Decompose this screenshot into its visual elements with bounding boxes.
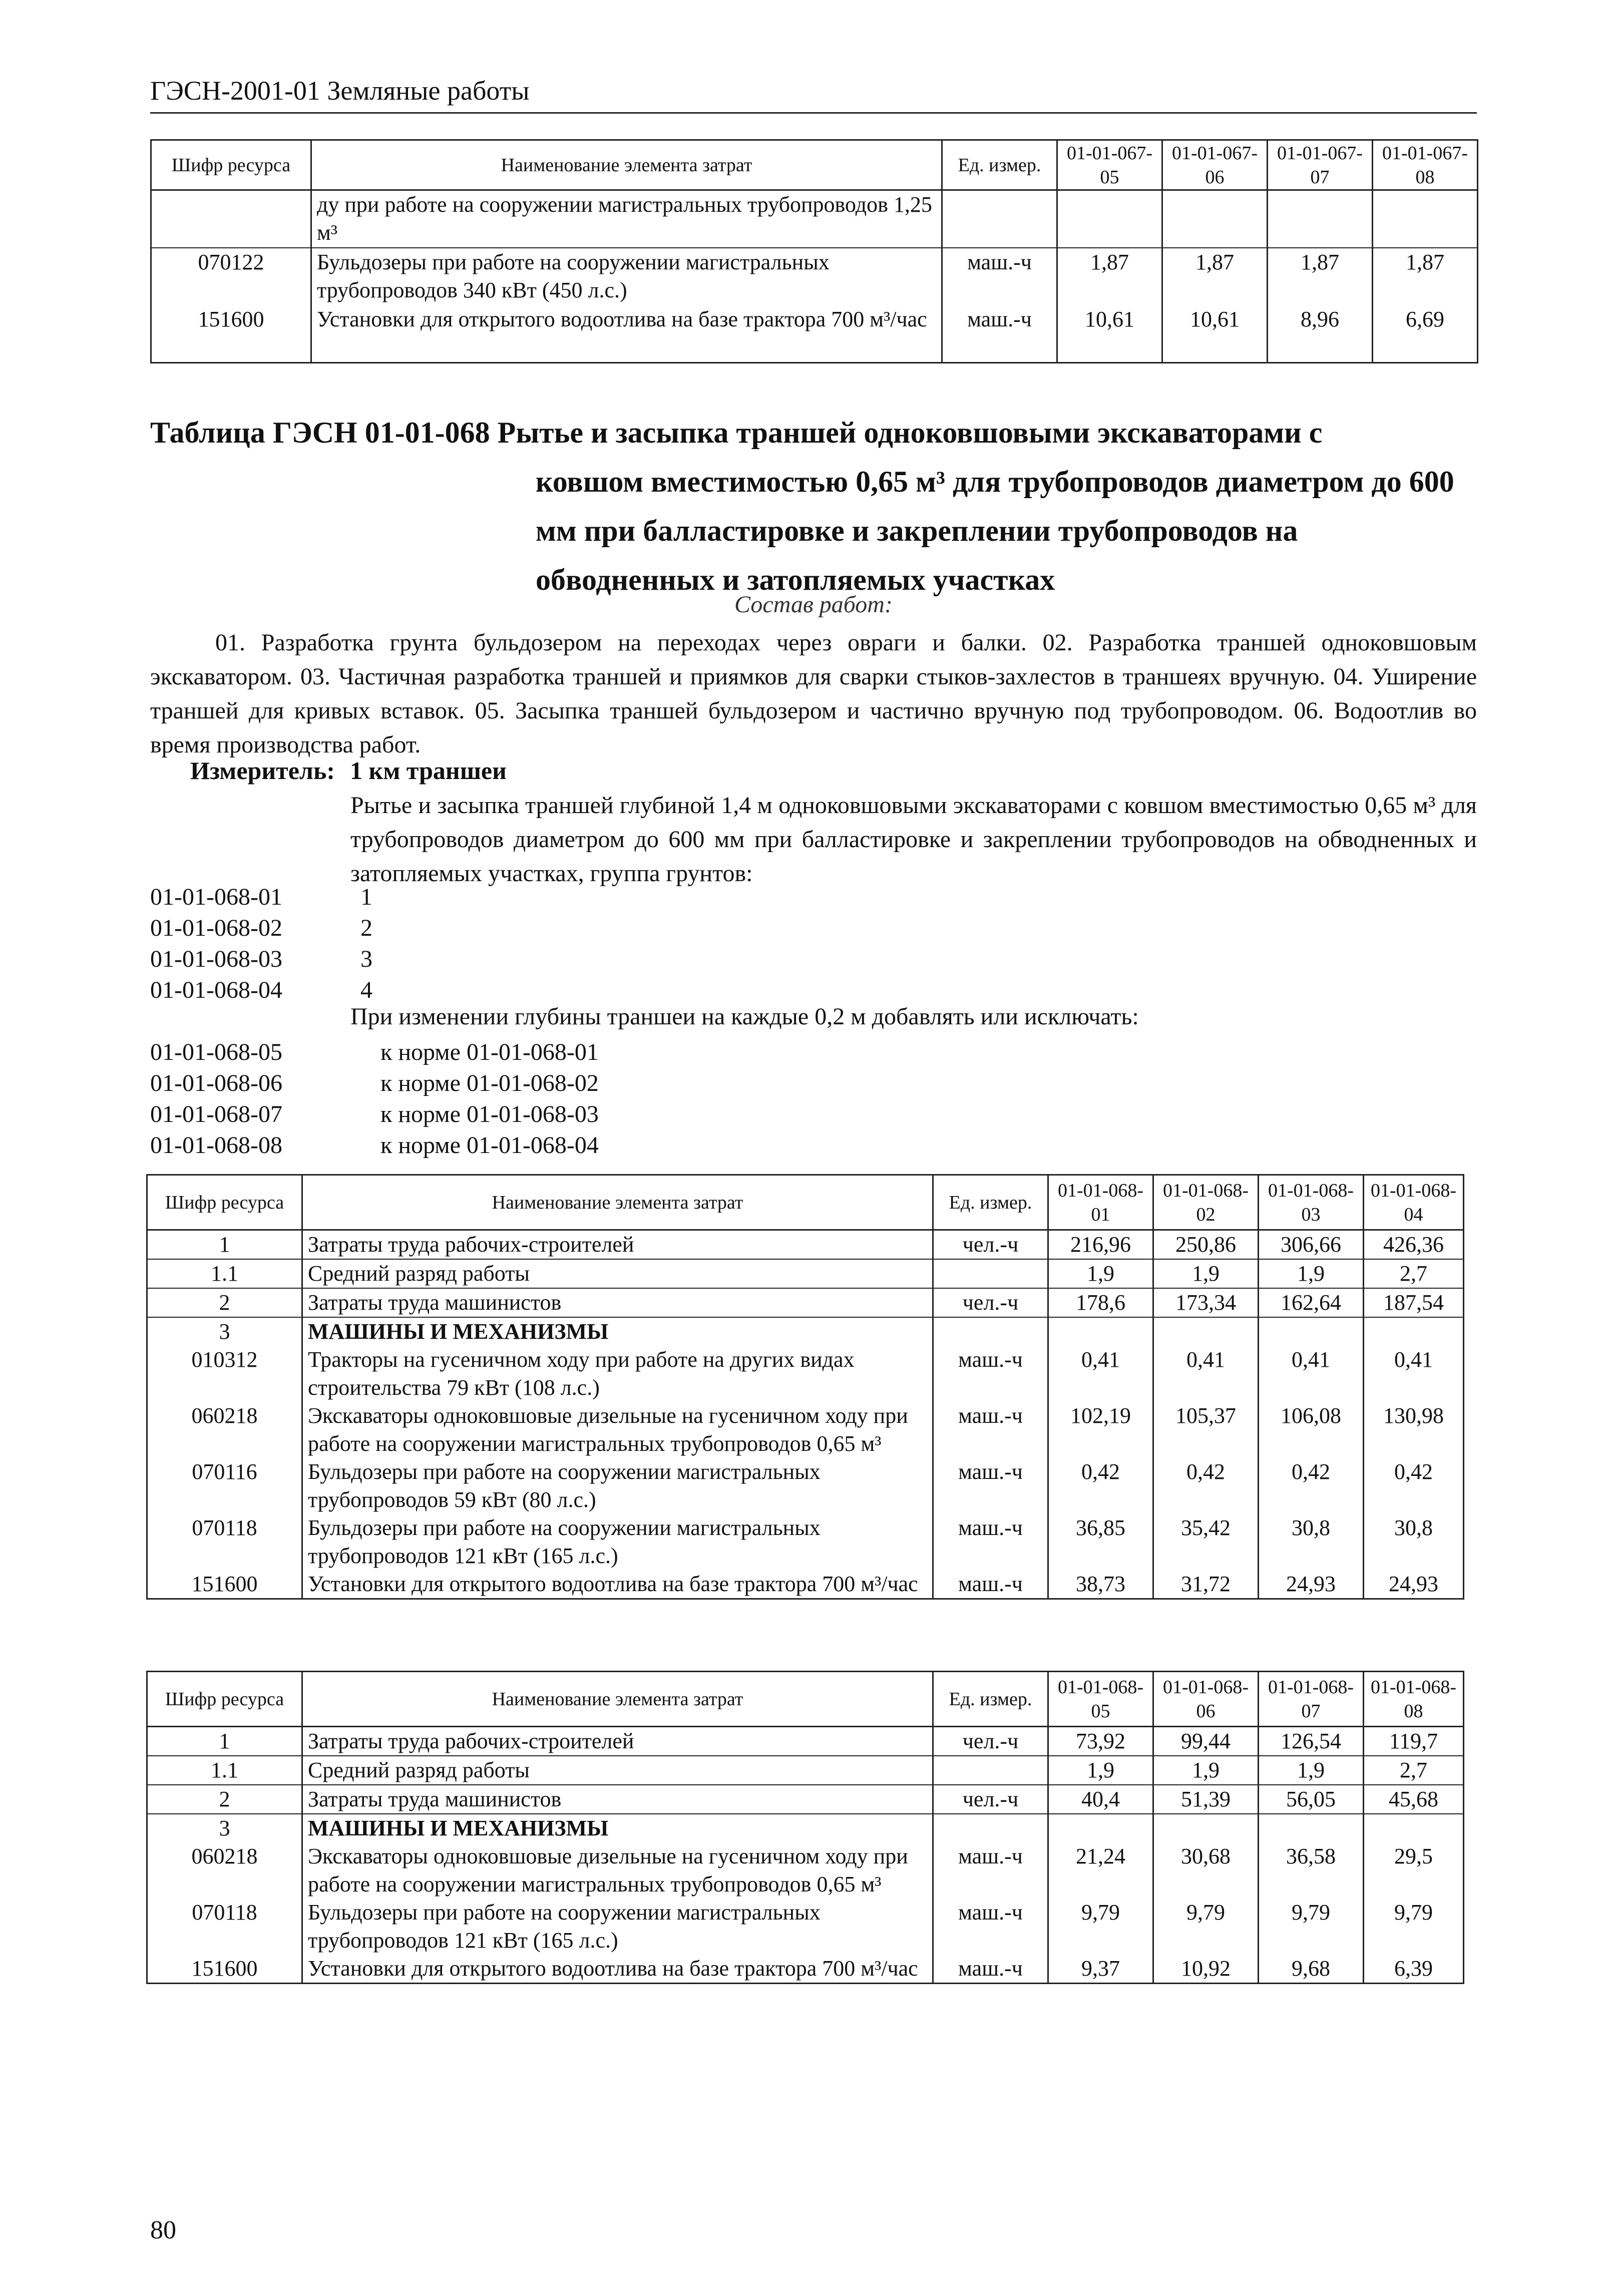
- resource-code: 151600: [147, 1955, 302, 1984]
- resource-name: Тракторы на гусеничном ходу при работе на других видах строительства 79 кВт (108 л.с.): [302, 1346, 933, 1402]
- norm-value: 30,68: [1153, 1842, 1259, 1898]
- norm-value: 21,24: [1048, 1842, 1153, 1898]
- header-divider: [150, 112, 1477, 114]
- measure-unit: [190, 756, 507, 785]
- resource-name: Установки для открытого водоотлива на базе трактора 700 м³/час: [302, 1955, 933, 1984]
- norm-value: 51,39: [1153, 1785, 1259, 1814]
- norm-value: [1259, 1317, 1364, 1346]
- norm-value: 0,42: [1259, 1458, 1364, 1514]
- resource-unit: [933, 1317, 1048, 1346]
- resource-name: Затраты труда машинистов: [302, 1288, 933, 1317]
- norm-list-item: [150, 1098, 599, 1130]
- norm-value: 10,61: [1162, 305, 1268, 363]
- norm-value: 0,41: [1153, 1346, 1259, 1402]
- column-header-norm: 01-01-067-05: [1057, 140, 1162, 190]
- norm-value: [1259, 1814, 1364, 1842]
- norm-value: 1,9: [1153, 1756, 1259, 1785]
- norm-value: 40,4: [1048, 1785, 1153, 1814]
- resource-name: Бульдозеры при работе на сооружении магистральных трубопроводов 340 кВт (450 л.с.): [311, 248, 942, 305]
- resource-name: МАШИНЫ И МЕХАНИЗМЫ: [302, 1814, 933, 1842]
- column-header-name: Наименование элемента затрат: [302, 1175, 933, 1230]
- norm-value: [1048, 1814, 1153, 1842]
- norm-value: 30,8: [1364, 1514, 1464, 1570]
- resource-unit: чел.-ч: [933, 1230, 1048, 1260]
- norm-list-item: [150, 881, 372, 913]
- norm-list-item: [150, 974, 372, 1006]
- resource-unit: маш.-ч: [942, 305, 1057, 363]
- norm-value: 38,73: [1048, 1570, 1153, 1599]
- resource-code: 1: [147, 1727, 302, 1756]
- resource-code: 3: [147, 1317, 302, 1346]
- norm-value: 35,42: [1153, 1514, 1259, 1570]
- table-row: [147, 1814, 1464, 1842]
- column-header-code: Шифр ресурса: [151, 140, 311, 190]
- norm-value: 6,39: [1364, 1955, 1464, 1984]
- resource-code: 1.1: [147, 1756, 302, 1785]
- norm-code: 01-01-068-03: [150, 946, 282, 972]
- norm-code: 01-01-068-04: [150, 977, 282, 1003]
- norm-value: 9,79: [1259, 1898, 1364, 1955]
- column-header-norm: 01-01-068-03: [1259, 1175, 1364, 1230]
- norm-value: 73,92: [1048, 1727, 1153, 1756]
- table-row: [147, 1514, 1464, 1570]
- norm-value: 9,79: [1153, 1898, 1259, 1955]
- resource-code: [151, 190, 311, 248]
- column-header-unit: Ед. измер.: [942, 140, 1057, 190]
- column-header-name: Наименование элемента затрат: [302, 1672, 933, 1727]
- norm-value: 162,64: [1259, 1288, 1364, 1317]
- norm-code: 01-01-068-02: [150, 915, 282, 941]
- table-row: [147, 1570, 1464, 1599]
- norm-value: 36,58: [1259, 1842, 1364, 1898]
- norm-code: 01-01-068-08: [150, 1132, 282, 1159]
- resource-unit: маш.-ч: [933, 1458, 1048, 1514]
- norm-value: 306,66: [1259, 1230, 1364, 1260]
- resource-name: Бульдозеры при работе на сооружении магистральных трубопроводов 121 кВт (165 л.с.): [302, 1898, 933, 1955]
- norm-value: [1162, 190, 1268, 248]
- resource-name: Экскаваторы одноковшовые дизельные на гусеничном ходу при работе на сооружении магистральных трубопроводов 0,65 м³: [302, 1842, 933, 1898]
- resource-code: 3: [147, 1814, 302, 1842]
- table-row: [147, 1346, 1464, 1402]
- resource-name: ду при работе на сооружении магистральных трубопроводов 1,25 м³: [311, 190, 942, 248]
- norm-value: 56,05: [1259, 1785, 1364, 1814]
- norm-value: 0,41: [1364, 1346, 1464, 1402]
- column-header-norm: 01-01-068-04: [1364, 1175, 1464, 1230]
- depth-change-text: При изменении глубины траншеи на каждые 0,2 м добавлять или исключать:: [350, 1003, 1139, 1030]
- norm-value: 0,41: [1048, 1346, 1153, 1402]
- norm-value: 178,6: [1048, 1288, 1153, 1317]
- table-row: [147, 1230, 1464, 1260]
- norm-description: к норме 01-01-068-02: [380, 1070, 599, 1096]
- resource-table-067: [150, 139, 1478, 363]
- norm-code: 01-01-068-06: [150, 1070, 282, 1096]
- norm-value: 426,36: [1364, 1230, 1464, 1260]
- norm-value: 99,44: [1153, 1727, 1259, 1756]
- resource-name: Затраты труда рабочих-строителей: [302, 1230, 933, 1260]
- column-header-norm: 01-01-068-05: [1048, 1672, 1153, 1727]
- norm-description: к норме 01-01-068-01: [380, 1039, 599, 1065]
- table-row: [147, 1842, 1464, 1898]
- norm-list-item: [150, 1036, 599, 1068]
- resource-name: Установки для открытого водоотлива на базе трактора 700 м³/час: [311, 305, 942, 363]
- norm-code: 01-01-068-07: [150, 1101, 282, 1127]
- resource-unit: маш.-ч: [933, 1955, 1048, 1984]
- norm-value: 106,08: [1259, 1402, 1364, 1458]
- column-header-norm: 01-01-068-08: [1364, 1672, 1464, 1727]
- norm-value: 31,72: [1153, 1570, 1259, 1599]
- norm-value: 0,41: [1259, 1346, 1364, 1402]
- norm-list-item: [150, 943, 372, 975]
- norm-value: 30,8: [1259, 1514, 1364, 1570]
- table-row: [147, 1288, 1464, 1317]
- norm-value: 10,92: [1153, 1955, 1259, 1984]
- norm-description: к норме 01-01-068-04: [380, 1132, 599, 1159]
- norm-value: [1364, 1814, 1464, 1842]
- resource-unit: [933, 1756, 1048, 1785]
- norm-description: 1: [360, 884, 372, 910]
- resource-unit: маш.-ч: [933, 1842, 1048, 1898]
- norm-value: 1,87: [1268, 248, 1373, 305]
- norm-list-item: [150, 1129, 599, 1162]
- norm-value: 1,9: [1259, 1756, 1364, 1785]
- norm-value: 1,9: [1048, 1756, 1153, 1785]
- section-title-continuation: ковшом вместимостью 0,65 м³ для трубопроводов диаметром до 600 мм при балластировке и закреплении трубопроводов на обводненных и затопляемых участках: [536, 465, 1454, 596]
- work-composition-heading: Состав работ:: [734, 591, 893, 618]
- resource-unit: [942, 190, 1057, 248]
- column-header-code: Шифр ресурса: [147, 1672, 302, 1727]
- norm-value: 1,9: [1048, 1259, 1153, 1288]
- norm-value: [1364, 1317, 1464, 1346]
- measure-label: Измеритель:: [190, 756, 335, 785]
- column-header-norm: 01-01-067-08: [1373, 140, 1478, 190]
- norm-list-item: [150, 1067, 599, 1099]
- resource-unit: маш.-ч: [933, 1570, 1048, 1599]
- norm-value: 130,98: [1364, 1402, 1464, 1458]
- column-header-unit: Ед. измер.: [933, 1672, 1048, 1727]
- norm-value: [1153, 1317, 1259, 1346]
- measure-value: 1 км траншеи: [350, 756, 507, 785]
- resource-code: 151600: [147, 1570, 302, 1599]
- resource-name: Бульдозеры при работе на сооружении магистральных трубопроводов 121 кВт (165 л.с.): [302, 1514, 933, 1570]
- resource-code: 1: [147, 1230, 302, 1260]
- resource-code: 2: [147, 1785, 302, 1814]
- norm-description: 2: [360, 915, 372, 941]
- norm-value: 119,7: [1364, 1727, 1464, 1756]
- norm-value: 8,96: [1268, 305, 1373, 363]
- norm-value: 9,79: [1048, 1898, 1153, 1955]
- norms-intro-text: Рытье и засыпка траншей глубиной 1,4 м одноковшовыми экскаваторами с ковшом вместимостью 0,65 м³ для трубопроводов диаметром до 600 мм при балластировке и закреплении трубопроводов на обводненных и затопляемых участках, группа грунтов:: [350, 792, 1477, 887]
- norm-value: [1048, 1317, 1153, 1346]
- norm-value: 45,68: [1364, 1785, 1464, 1814]
- norm-value: 1,87: [1373, 248, 1478, 305]
- column-header-unit: Ед. измер.: [933, 1175, 1048, 1230]
- norm-value: 9,68: [1259, 1955, 1364, 1984]
- table-row: [151, 248, 1478, 305]
- table-row: [147, 1317, 1464, 1346]
- norm-value: 1,9: [1259, 1259, 1364, 1288]
- resource-unit: маш.-ч: [933, 1898, 1048, 1955]
- resource-unit: маш.-ч: [933, 1402, 1048, 1458]
- resource-name: Затраты труда машинистов: [302, 1785, 933, 1814]
- table-row: [147, 1898, 1464, 1955]
- norm-value: 9,37: [1048, 1955, 1153, 1984]
- table-row: [147, 1259, 1464, 1288]
- section-title-line: Таблица ГЭСН 01-01-068 Рытье и засыпка траншей одноковшовыми экскаваторами с: [150, 416, 1323, 449]
- resource-code: 070122: [151, 248, 311, 305]
- resource-unit: маш.-ч: [933, 1346, 1048, 1402]
- resource-name: Затраты труда рабочих-строителей: [302, 1727, 933, 1756]
- resource-code: 151600: [151, 305, 311, 363]
- resource-table-068-b: [146, 1671, 1464, 1984]
- column-header-code: Шифр ресурса: [147, 1175, 302, 1230]
- norm-value: [1153, 1814, 1259, 1842]
- norm-value: 36,85: [1048, 1514, 1153, 1570]
- table-row: [147, 1727, 1464, 1756]
- norm-value: 10,61: [1057, 305, 1162, 363]
- resource-name: Экскаваторы одноковшовые дизельные на гусеничном ходу при работе на сооружении магистральных трубопроводов 0,65 м³: [302, 1402, 933, 1458]
- norm-value: 24,93: [1364, 1570, 1464, 1599]
- norm-value: 102,19: [1048, 1402, 1153, 1458]
- norm-value: 29,5: [1364, 1842, 1464, 1898]
- norm-value: 2,7: [1364, 1259, 1464, 1288]
- resource-unit: чел.-ч: [933, 1288, 1048, 1317]
- norm-value: [1057, 190, 1162, 248]
- norm-value: 1,87: [1057, 248, 1162, 305]
- norm-value: 250,86: [1153, 1230, 1259, 1260]
- table-row: [147, 1955, 1464, 1984]
- resource-name: Установки для открытого водоотлива на базе трактора 700 м³/час: [302, 1570, 933, 1599]
- column-header-norm: 01-01-068-02: [1153, 1175, 1259, 1230]
- resource-name: Средний разряд работы: [302, 1259, 933, 1288]
- page-header-title: ГЭСН-2001-01 Земляные работы: [150, 76, 530, 106]
- norm-code: 01-01-068-05: [150, 1039, 282, 1065]
- norm-value: 126,54: [1259, 1727, 1364, 1756]
- norm-value: 24,93: [1259, 1570, 1364, 1599]
- norm-value: 6,69: [1373, 305, 1478, 363]
- resource-unit: маш.-ч: [942, 248, 1057, 305]
- norm-code: 01-01-068-01: [150, 884, 282, 910]
- table-row: [147, 1756, 1464, 1785]
- resource-code: 070118: [147, 1898, 302, 1955]
- norm-description: 4: [360, 977, 372, 1003]
- resource-unit: чел.-ч: [933, 1727, 1048, 1756]
- column-header-norm: 01-01-068-07: [1259, 1672, 1364, 1727]
- norm-value: 0,42: [1048, 1458, 1153, 1514]
- table-row: [147, 1785, 1464, 1814]
- column-header-norm: 01-01-067-06: [1162, 140, 1268, 190]
- resource-code: 060218: [147, 1402, 302, 1458]
- column-header-norm: 01-01-067-07: [1268, 140, 1373, 190]
- resource-unit: [933, 1259, 1048, 1288]
- norm-value: 187,54: [1364, 1288, 1464, 1317]
- resource-code: 070116: [147, 1458, 302, 1514]
- column-header-norm: 01-01-068-06: [1153, 1672, 1259, 1727]
- norm-value: 216,96: [1048, 1230, 1153, 1260]
- norm-value: 0,42: [1153, 1458, 1259, 1514]
- resource-code: 010312: [147, 1346, 302, 1402]
- resource-code: 2: [147, 1288, 302, 1317]
- resource-name: Бульдозеры при работе на сооружении магистральных трубопроводов 59 кВт (80 л.с.): [302, 1458, 933, 1514]
- table-row: [147, 1402, 1464, 1458]
- resource-code: 060218: [147, 1842, 302, 1898]
- section-title: [150, 408, 1482, 604]
- norm-value: 9,79: [1364, 1898, 1464, 1955]
- norm-value: 105,37: [1153, 1402, 1259, 1458]
- work-composition-text: 01. Разработка грунта бульдозером на переходах через овраги и балки. 02. Разработка траншей одноковшовым экскаватором. 03. Частичная разработка траншей и приямков для сварки стыков-захлестов в траншеях вручную. 04. Уширение траншей для кривых вставок. 05. Засыпка траншей бульдозером и частично вручную под трубопроводом. 06. Водоотлив во время производства работ.: [150, 629, 1477, 758]
- resource-name: Средний разряд работы: [302, 1756, 933, 1785]
- resource-code: 070118: [147, 1514, 302, 1570]
- norm-description: 3: [360, 946, 372, 972]
- table-row: [147, 1458, 1464, 1514]
- norm-value: 0,42: [1364, 1458, 1464, 1514]
- resource-unit: маш.-ч: [933, 1514, 1048, 1570]
- norm-value: 173,34: [1153, 1288, 1259, 1317]
- resource-name: МАШИНЫ И МЕХАНИЗМЫ: [302, 1317, 933, 1346]
- column-header-name: Наименование элемента затрат: [311, 140, 942, 190]
- table-row: [151, 305, 1478, 363]
- resource-unit: [933, 1814, 1048, 1842]
- resource-unit: чел.-ч: [933, 1785, 1048, 1814]
- norm-description: к норме 01-01-068-03: [380, 1101, 599, 1127]
- norm-value: 1,87: [1162, 248, 1268, 305]
- norm-value: [1373, 190, 1478, 248]
- norm-value: 1,9: [1153, 1259, 1259, 1288]
- page-number: 80: [150, 2216, 176, 2244]
- column-header-norm: 01-01-068-01: [1048, 1175, 1153, 1230]
- table-row: [151, 190, 1478, 248]
- norm-list-item: [150, 912, 372, 944]
- resource-code: 1.1: [147, 1259, 302, 1288]
- norm-value: 2,7: [1364, 1756, 1464, 1785]
- norm-value: [1268, 190, 1373, 248]
- resource-table-068-a: [146, 1174, 1464, 1600]
